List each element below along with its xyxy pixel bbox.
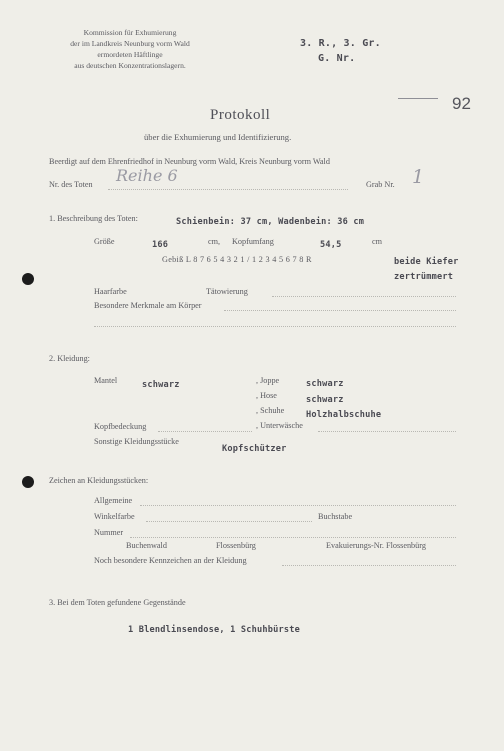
headwear-label: Kopfbedeckung [94, 422, 147, 431]
underwear-line [318, 431, 456, 432]
general-marks-label: Allgemeine [94, 496, 133, 505]
section-2-heading: 2. Kleidung: [49, 354, 90, 363]
bone-measurements: Schienbein: 37 cm, Wadenbein: 36 cm [176, 217, 365, 227]
teeth-note-line-2: zertrümmert [394, 272, 454, 282]
number-label: Nummer [94, 528, 124, 537]
found-items: 1 Blendlinsendose, 1 Schuhbürste [128, 625, 300, 635]
underwear-label: , Unterwäsche [256, 421, 303, 430]
head-circumference-unit: cm [372, 237, 383, 246]
commission-line-1: Kommission für Exhumierung [83, 28, 177, 37]
punch-hole-upper [22, 273, 34, 285]
commission-line-4: aus deutschen Konzentrationslagern. [74, 61, 186, 70]
dead-number-label: Nr. des Toten [49, 180, 93, 189]
number-line [130, 537, 456, 538]
commission-line-2: der im Landkreis Neunburg vorm Wald [70, 39, 190, 48]
page-number-rule [398, 98, 438, 99]
coat-label: Mantel [94, 376, 118, 385]
angle-color-label: Winkelfarbe [94, 512, 135, 521]
body-marks-line-2 [94, 326, 456, 327]
dead-number-value: Reihe 6 [116, 166, 178, 185]
body-marks-line [224, 310, 456, 311]
clothing-marks-heading: Zeichen an Kleidungsstücken: [49, 476, 149, 485]
document-subtitle: über die Exhumierung und Identifizierung. [144, 132, 292, 142]
angle-color-line [146, 521, 312, 522]
letter-label: Buchstabe [318, 512, 353, 521]
dead-number-line [108, 189, 348, 190]
section-3-heading: 3. Bei dem Toten gefundene Gegenstände [49, 598, 186, 607]
coat-value: schwarz [142, 380, 180, 390]
body-marks-label: Besondere Merkmale am Körper [94, 301, 202, 310]
section-1-heading: 1. Beschreibung des Toten: [49, 214, 138, 223]
head-circumference-value: 54,5 [320, 240, 342, 250]
document-title: Protokoll [210, 107, 271, 123]
teeth-chart: Gebiß L 8 7 6 5 4 3 2 1 / 1 2 3 4 5 6 7 8 R [162, 255, 312, 264]
stamp-line-2: G. Nr. [318, 53, 356, 64]
trousers-value: schwarz [306, 395, 344, 405]
buchenwald-label: Buchenwald [126, 541, 167, 550]
jacket-label: , Joppe [256, 376, 280, 385]
grave-number-value: 1 [412, 166, 425, 188]
general-marks-line [140, 505, 456, 506]
other-clothing-label: Sonstige Kleidungsstücke [94, 437, 179, 446]
commission-line-3: ermordeten Häftlinge [97, 50, 163, 59]
punch-hole-lower [22, 476, 34, 488]
other-marks-label: Noch besondere Kennzeichen an der Kleidung [94, 556, 247, 565]
other-marks-line [282, 565, 456, 566]
jacket-value: schwarz [306, 379, 344, 389]
teeth-note-line-1: beide Kiefer [394, 257, 459, 267]
head-circumference-label: Kopfumfang [232, 237, 274, 246]
page-number: 92 [452, 94, 471, 113]
flossenburg-label: Flossenbürg [216, 541, 256, 550]
buried-label: Beerdigt auf dem Ehrenfriedhof in Neunburg vorm Wald, Kreis Neunburg vorm Wald [49, 157, 330, 166]
shoes-label: , Schuhe [256, 406, 285, 415]
tattoo-line [272, 296, 456, 297]
tattoo-label: Tätowierung [206, 287, 248, 296]
hair-color-label: Haarfarbe [94, 287, 127, 296]
evacuation-number-label: Evakuierungs-Nr. Flossenbürg [326, 541, 426, 550]
stamp-line-1: 3. R., 3. Gr. [300, 38, 381, 49]
headwear-line [158, 431, 252, 432]
shoes-value: Holzhalbschuhe [306, 410, 382, 420]
other-clothing-value: Kopfschützer [222, 444, 287, 454]
grave-number-label: Grab Nr. [366, 180, 395, 189]
size-unit: cm, [208, 237, 221, 246]
size-value: 166 [152, 240, 169, 250]
commission-header [40, 28, 220, 68]
size-label: Größe [94, 237, 115, 246]
trousers-label: , Hose [256, 391, 277, 400]
